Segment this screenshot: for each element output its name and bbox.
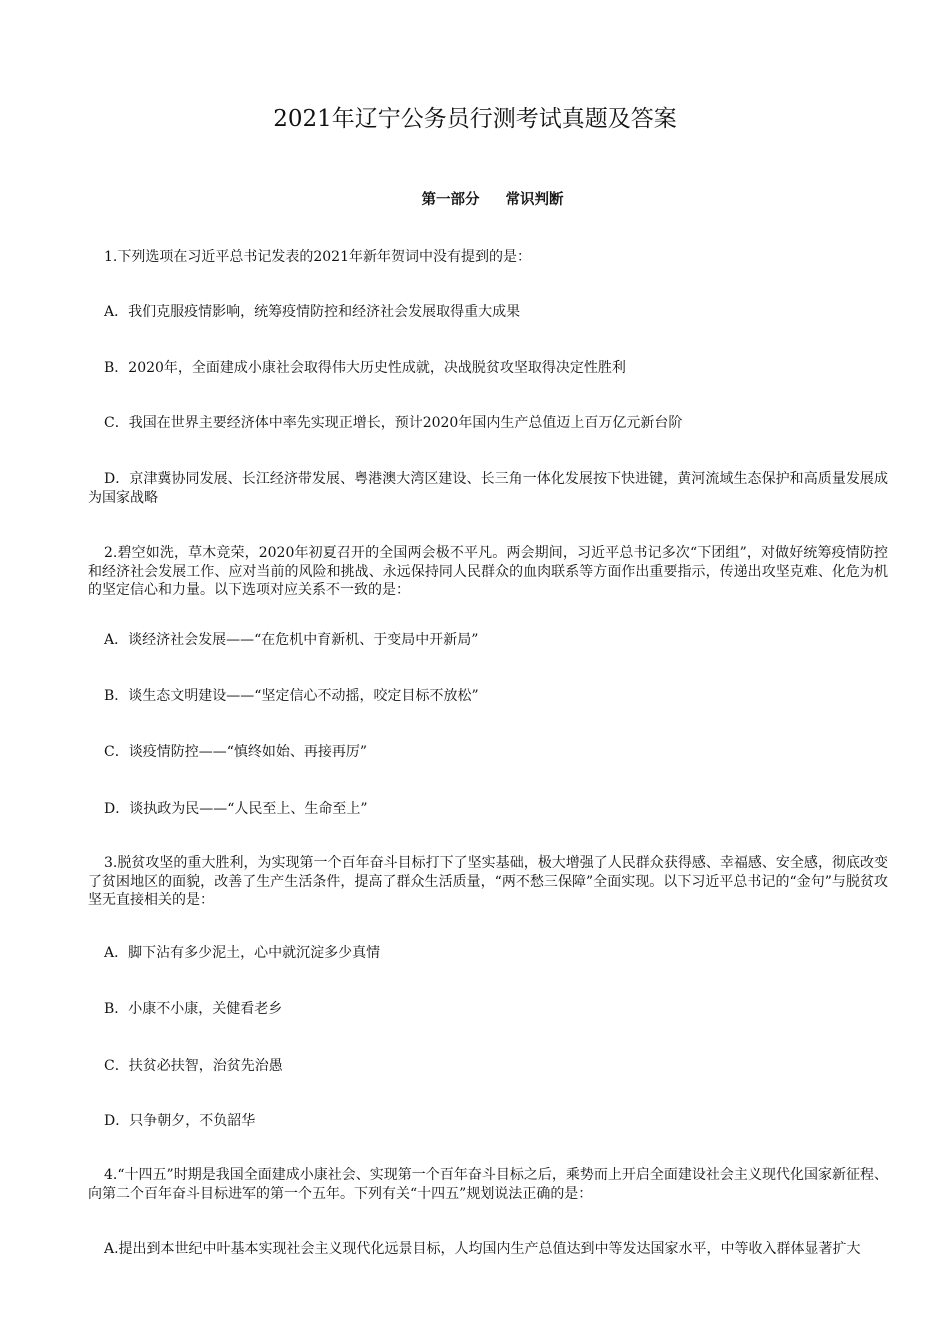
section-heading bbox=[0, 189, 950, 211]
question-3-option-a: A．脚下沾有多少泥土，心中就沉淀多少真情 bbox=[104, 945, 381, 961]
question-1-option-b: B．2020年，全面建成小康社会取得伟大历史性成就，决战脱贫攻坚取得决定性胜利 bbox=[104, 360, 626, 376]
question-2-option-d: D．谈执政为民——“人民至上、生命至上” bbox=[104, 801, 368, 817]
question-2-option-a: A．谈经济社会发展——“在危机中育新机、于变局中开新局” bbox=[104, 632, 479, 648]
question-3-option-b: B．小康不小康，关健看老乡 bbox=[104, 1001, 283, 1017]
question-1-stem: 1.下列选项在习近平总书记发表的2021年新年贺词中没有提到的是： bbox=[104, 249, 531, 265]
question-2-stem: 2.碧空如洗，草木竞荣，2020年初夏召开的全国两会极不平凡。两会期间，习近平总书记多次“下团组”，对做好统筹疫情防控和经济社会发展工作、应对当前的风险和挑战、永远保持同人民群众的血肉联系等方面作出重要指示，传递出攻坚克难、化危为机的坚定信心和力量。以下选项对应关系不一致的是： bbox=[88, 545, 888, 598]
question-1-option-d: D．京津冀协同发展、长江经济带发展、粤港澳大湾区建设、长三角一体化发展按下快进键，黄河流域生态保护和高质量发展成为国家战略 bbox=[88, 471, 888, 506]
section-part-label: 第一部分 bbox=[421, 192, 480, 208]
question-2-option-b: B．谈生态文明建设——“坚定信心不动摇，咬定目标不放松” bbox=[104, 688, 479, 704]
question-1-option-c: C．我国在世界主要经济体中率先实现正增长，预计2020年国内生产总值迈上百万亿元新台阶 bbox=[104, 415, 683, 431]
question-3-option-c: C．扶贫必扶智，治贫先治愚 bbox=[104, 1058, 283, 1074]
question-1-option-a: A．我们克服疫情影响，统筹疫情防控和经济社会发展取得重大成果 bbox=[104, 304, 521, 320]
document-title: 2021年辽宁公务员行测考试真题及答案 bbox=[273, 106, 677, 132]
question-4-option-a: A.提出到本世纪中叶基本实现社会主义现代化远景目标，人均国内生产总值达到中等发达国家水平，中等收入群体显著扩大 bbox=[104, 1241, 861, 1257]
question-3-stem: 3.脱贫攻坚的重大胜利，为实现第一个百年奋斗目标打下了坚实基础，极大增强了人民群众获得感、幸福感、安全感，彻底改变了贫困地区的面貌，改善了生产生活条件，提高了群众生活质量，“两不愁三保障”全面实现。以下习近平总书记的“金句”与脱贫攻坚无直接相关的是： bbox=[88, 855, 888, 908]
question-2-option-c: C．谈疫情防控——“慎终如始、再接再厉” bbox=[104, 744, 368, 760]
question-3-option-d: D．只争朝夕，不负韶华 bbox=[104, 1113, 256, 1129]
question-4-stem: 4.“十四五”时期是我国全面建成小康社会、实现第一个百年奋斗目标之后，乘势而上开启全面建设社会主义现代化国家新征程、向第二个百年奋斗目标进军的第一个五年。下列有关“十四五”规划说法正确的是： bbox=[88, 1167, 888, 1202]
section-name-label: 常识判断 bbox=[505, 192, 564, 208]
